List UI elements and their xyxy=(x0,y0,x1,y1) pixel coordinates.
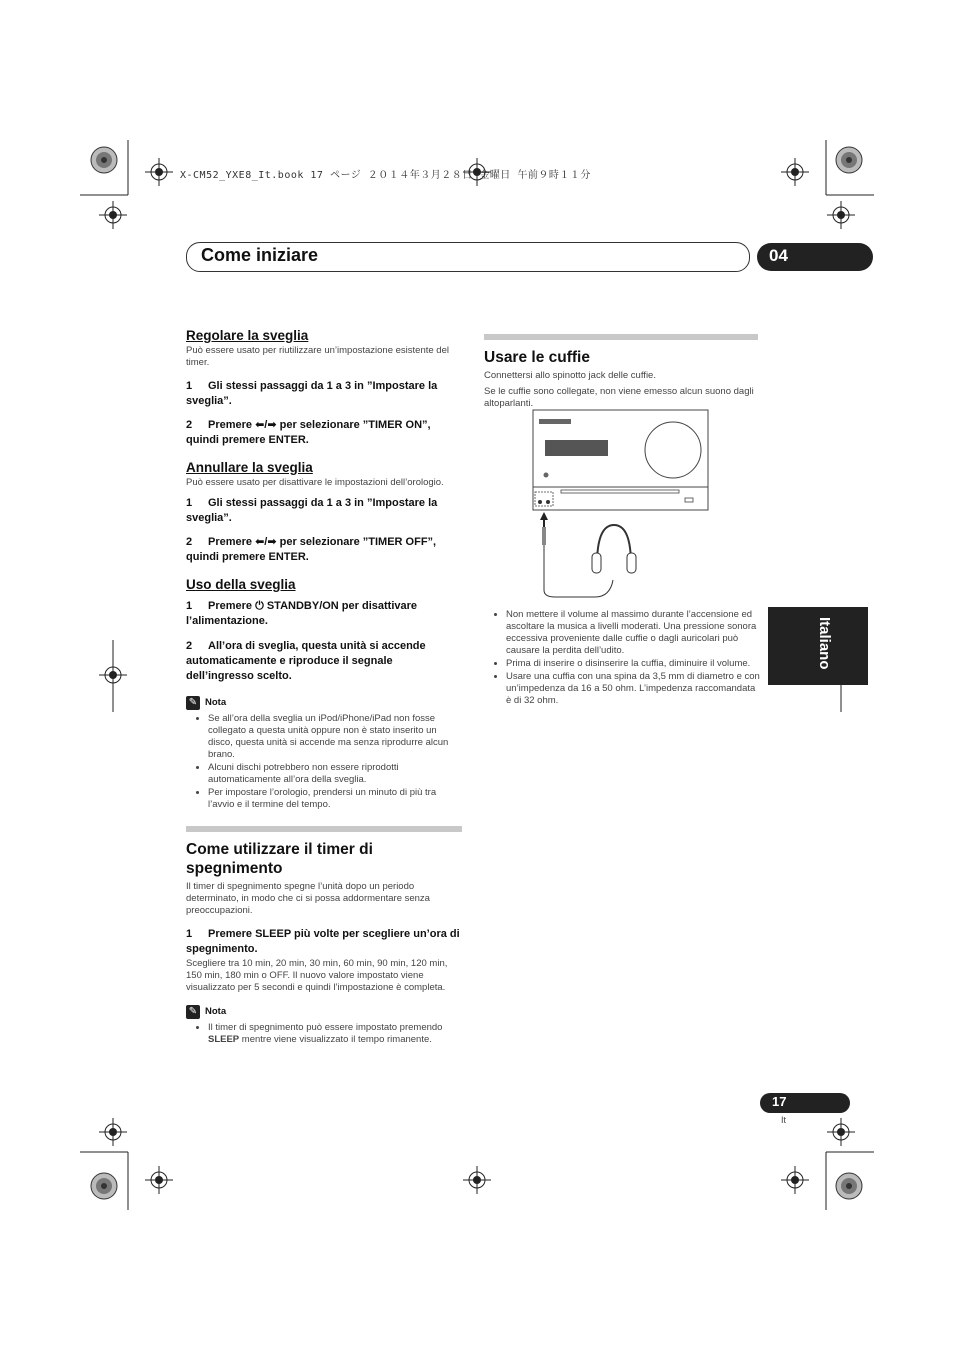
step-number: 1 xyxy=(186,928,193,940)
list-item: • Alcuni dischi potrebbero non essere riprodotti automaticamente all’ora della sveglia. xyxy=(208,762,462,786)
section-divider xyxy=(186,826,462,832)
annullare-step-1 xyxy=(186,496,462,526)
sleep-key-label: SLEEP xyxy=(208,1034,240,1045)
step-text: Premere ⬅/➡ per selezionare ”TIMER ON”, quindi premere ENTER. xyxy=(186,419,431,446)
timer-intro: Il timer di spegnimento spegne l’unità dopo un periodo determinato, in modo che ci si possa addormentare senza preoccupazioni. xyxy=(186,881,430,916)
step-text: Premere ⬅/➡ per selezionare ”TIMER OFF”, quindi premere ENTER. xyxy=(186,536,437,563)
right-notes xyxy=(484,606,760,708)
note-header xyxy=(186,696,462,710)
step-number: 2 xyxy=(186,640,193,652)
note-box-1 xyxy=(186,696,462,811)
step-text: Premere ⏻ STANDBY/ON per disattivare l’alimentazione. xyxy=(186,600,418,627)
step-text: Gli stessi passaggi da 1 a 3 in ”Impostare la sveglia”. xyxy=(186,380,438,407)
print-header: X-CM52_YXE8_It.book 17 ページ ２０１４年３月２８日 金曜日 午前９時１１分 xyxy=(180,170,591,181)
regolare-step-1 xyxy=(186,379,462,409)
list-item: • Per impostare l’orologio, prendersi un minuto di più tra l’avvio e il termine del tempo. xyxy=(208,787,462,811)
page-language-code: It xyxy=(781,1115,787,1125)
logo-icon xyxy=(539,419,571,424)
chapter-number: 04 xyxy=(769,246,788,265)
step-text: All’ora di sveglia, questa unità si accende automaticamente e riproduce il segnale dell’ingresso scelto. xyxy=(186,640,426,682)
note-title: Nota xyxy=(205,697,227,708)
arrow-up-icon xyxy=(540,512,548,520)
annullare-intro: Può essere usato per disattivare le impostazioni dell’orologio. xyxy=(186,477,444,488)
pencil-icon: ✎ xyxy=(186,1005,200,1019)
pencil-icon: ✎ xyxy=(186,696,200,710)
uso-step-1 xyxy=(186,599,462,629)
note-text: mentre viene visualizzato il tempo rimanente. xyxy=(239,1034,432,1045)
page-number: 17 xyxy=(772,1094,787,1109)
step-number: 1 xyxy=(186,497,193,509)
language-label: Italiano xyxy=(816,617,833,670)
list-item: • Prima di inserire o disinserire la cuffia, diminuire il volume. xyxy=(506,658,760,670)
step-number: 1 xyxy=(186,600,193,612)
step-text: Premere SLEEP più volte per scegliere un’ora di spegnimento. xyxy=(186,928,460,955)
timer-detail: Scegliere tra 10 min, 20 min, 30 min, 60 min, 90 min, 120 min, 150 min, 180 min o OFF. Il nuovo valore impostato viene visualizzato per 5 secondi e quindi l’impostazione è completa. xyxy=(186,958,448,993)
list-item: • Se all’ora della sveglia un iPod/iPhone/iPad non fosse collegato a questa unità oppure non è stato inserito un disco, questa unità si accende ma senza riprodurre alcun brano. xyxy=(208,713,462,761)
step-number: 1 xyxy=(186,380,193,392)
cuffie-p1: Connettersi allo spinotto jack delle cuffie. xyxy=(484,370,656,381)
step-number: 2 xyxy=(186,419,193,431)
chapter-title: Come iniziare xyxy=(201,245,319,265)
timer-step-1 xyxy=(186,927,462,957)
note-box-2 xyxy=(186,1005,462,1046)
language-tab xyxy=(768,607,868,685)
note-list-1 xyxy=(186,713,462,811)
display-panel-icon xyxy=(545,440,608,456)
page-number-badge xyxy=(760,1093,850,1113)
annullare-step-2 xyxy=(186,535,462,565)
chapter-number-badge xyxy=(757,243,873,271)
section-divider xyxy=(484,334,758,340)
cuffie-list xyxy=(484,609,760,707)
step-number: 2 xyxy=(186,536,193,548)
right-column xyxy=(484,334,758,410)
list-item: • Non mettere il volume al massimo durante l’accensione ed ascoltare la musica a livelli moderati. Una pressione sonora eccessiva proveniente dalle cuffie o dagli auricolari può causare la perdita dell’udito. xyxy=(506,609,760,657)
regolare-intro: Può essere usato per riutilizzare un’impostazione esistente del timer. xyxy=(186,345,449,368)
regolare-step-2 xyxy=(186,418,462,448)
section-title-regolare: Regolare la sveglia xyxy=(186,328,309,343)
step-text: Gli stessi passaggi da 1 a 3 in ”Impostare la sveglia”. xyxy=(186,497,438,524)
note-text: Il timer di spegnimento può essere impostato premendo xyxy=(208,1022,443,1033)
note-list-2 xyxy=(186,1022,462,1046)
chapter-title-bar xyxy=(186,242,750,272)
section-title-annullare: Annullare la sveglia xyxy=(186,460,313,475)
headphones-connection-illustration xyxy=(525,405,715,605)
section-title-cuffie: Usare le cuffie xyxy=(484,349,590,366)
note-header xyxy=(186,1005,462,1019)
cuffie-p2: Se le cuffie sono collegate, non viene emesso alcun suono dagli altoparlanti. xyxy=(484,386,754,409)
volume-knob-icon xyxy=(645,422,701,478)
list-item xyxy=(208,1022,462,1046)
left-column xyxy=(186,330,462,1047)
headphones-icon xyxy=(592,525,636,573)
section-title-uso: Uso della sveglia xyxy=(186,577,296,592)
uso-step-2 xyxy=(186,639,462,684)
note-title: Nota xyxy=(205,1006,227,1017)
section-title-timer: Come utilizzare il timer di spegnimento xyxy=(186,841,373,877)
list-item: • Usare una cuffia con una spina da 3,5 mm di diametro e con un’impedenza da 16 a 50 ohm. L’impedenza raccomandata è di 32 ohm. xyxy=(506,671,760,707)
